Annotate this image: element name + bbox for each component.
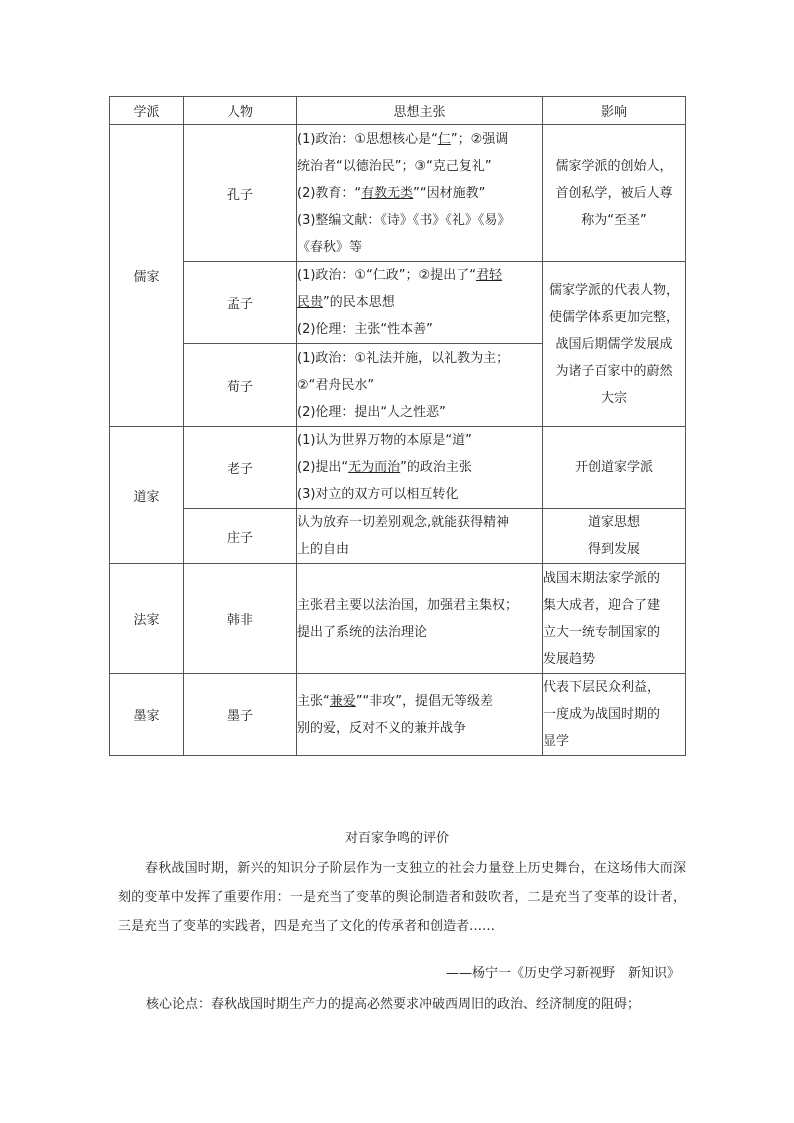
table-header-row	[110, 97, 686, 125]
evaluation-citation: ——杨宁一《历史学习新视野 新知识》	[445, 966, 680, 981]
header-influence: 影响	[543, 97, 686, 125]
ideas-kongzi: (1)政治：①思想核心是“仁”；②强调 统治者“以德治民”；③“克己复礼” (2)教育：“有教无类”“因材施教” (3)整编文献：《诗》《书》《礼》《易》 《春秋》等	[297, 125, 543, 262]
ideas-mozi: 主张“兼爱”“非攻”，提倡无等级差 别的爱，反对不义的兼并战争	[297, 674, 543, 756]
table-row	[110, 564, 686, 674]
person-mozi: 墨子	[184, 674, 297, 756]
evaluation-title: 对百家争鸣的评价	[344, 831, 449, 846]
evaluation-paragraph: 春秋战国时期，新兴的知识分子阶层作为一支独立的社会力量登上历史舞台，在这场伟大而深刻的变革中发挥了重要作用：一是充当了变革的舆论制造者和鼓吹者，二是充当了变革的设计者，三是充当了变革的实践者，四是充当了文化的传承者和创造者……	[118, 861, 686, 934]
person-laozi: 老子	[184, 427, 297, 509]
table-row	[110, 509, 686, 564]
school-cell-daoist: 道家	[110, 427, 184, 564]
influence-mengzi-xunzi: 儒家学派的代表人物， 使儒学体系更加完整， 战国后期儒学发展成 为诸子百家中的蔚然 大宗	[543, 262, 686, 427]
hundred-schools-table	[109, 96, 686, 756]
person-hanfei: 韩非	[184, 564, 297, 674]
person-kongzi: 孔子	[184, 125, 297, 262]
ideas-zhuangzi: 认为放弃一切差别观念,就能获得精神 上的自由	[297, 509, 543, 564]
ideas-xunzi: (1)政治：①礼法并施，以礼教为主； ②“君舟民水” (2)伦理：提出“人之性恶”	[297, 344, 543, 427]
ideas-mengzi: (1)政治：①“仁政”；②提出了“君轻 民贵”的民本思想 (2)伦理：主张“性本善”	[297, 262, 543, 344]
influence-mozi: 代表下层民众利益， 一度成为战国时期的 显学	[543, 674, 686, 756]
core-argument: 核心论点：春秋战国时期生产力的提高必然要求冲破西周旧的政治、经济制度的阻碍；	[146, 997, 641, 1012]
table-row	[110, 125, 686, 262]
person-mengzi: 孟子	[184, 262, 297, 344]
table-row	[110, 262, 686, 344]
header-ideas: 思想主张	[297, 97, 543, 125]
ideas-laozi: (1)认为世界万物的本原是“道” (2)提出“无为而治”的政治主张 (3)对立的双方可以相互转化	[297, 427, 543, 509]
ideas-hanfei: 主张君主要以法治国，加强君主集权； 提出了系统的法治理论	[297, 564, 543, 674]
header-person: 人物	[184, 97, 297, 125]
school-cell-confucian: 儒家	[110, 125, 184, 427]
influence-zhuangzi: 道家思想 得到发展	[543, 509, 686, 564]
table-row	[110, 427, 686, 509]
influence-hanfei: 战国末期法家学派的 集大成者，迎合了建 立大一统专制国家的 发展趋势	[543, 564, 686, 674]
influence-kongzi: 儒家学派的创始人， 首创私学，被后人尊 称为“至圣”	[543, 125, 686, 262]
person-zhuangzi: 庄子	[184, 509, 297, 564]
table-row	[110, 674, 686, 756]
person-xunzi: 荀子	[184, 344, 297, 427]
school-cell-legalist: 法家	[110, 564, 184, 674]
header-school: 学派	[110, 97, 184, 125]
school-cell-mohist: 墨家	[110, 674, 184, 756]
influence-laozi: 开创道家学派	[543, 427, 686, 509]
